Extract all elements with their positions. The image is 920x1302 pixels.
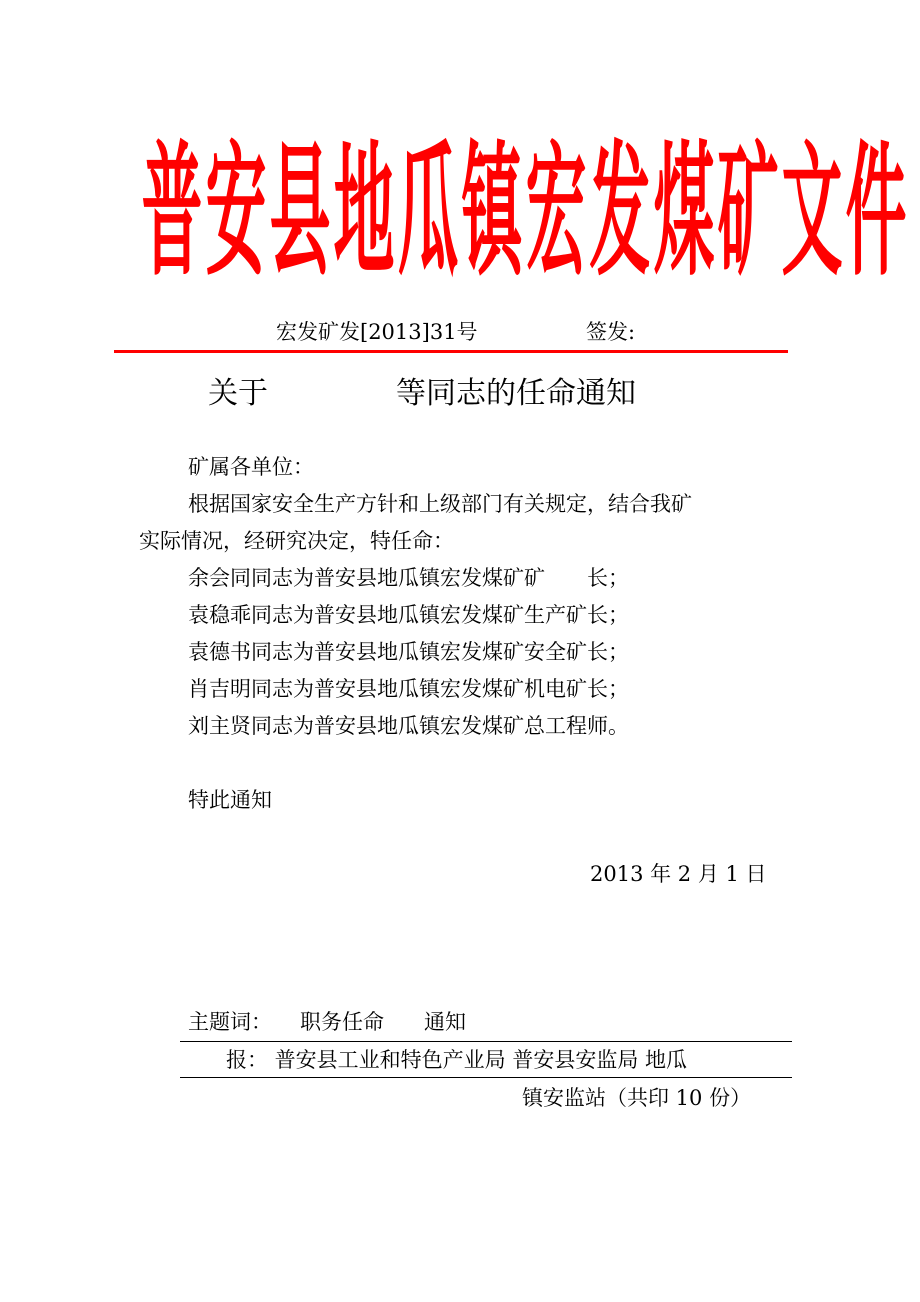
header-char: 地: [333, 130, 395, 297]
header-char: 件: [845, 130, 907, 297]
header-char: 瓜: [397, 130, 459, 297]
keyword-item: 通知: [424, 1010, 466, 1034]
document-number: 宏发矿发[2013]31号: [276, 320, 478, 344]
issue-date: 2013 年 2 月 1 日: [590, 862, 767, 886]
notice-title-suffix: 等同志的任命通知: [396, 376, 636, 411]
appointment-item: 肖吉明同志为普安县地瓜镇宏发煤矿机电矿长；: [188, 677, 629, 701]
keywords-label: 主题词：: [188, 1010, 272, 1034]
footer-divider-top: [180, 1041, 792, 1042]
signer-label: 签发:: [586, 320, 636, 344]
header-char: 县: [269, 130, 331, 297]
header-char: 文: [781, 130, 843, 297]
header-char: 宏: [525, 130, 587, 297]
appointment-item: 袁德书同志为普安县地瓜镇宏发煤矿安全矿长；: [188, 640, 629, 664]
report-recipients-line: 报： 普安县工业和特色产业局 普安县安监局 地瓜: [226, 1048, 688, 1072]
header-char: 煤: [653, 130, 715, 297]
report-recipients-line: 镇安监站（共印 10 份）: [522, 1086, 752, 1110]
document-header-title: [140, 126, 907, 301]
header-char: 矿: [717, 130, 779, 297]
header-char: 发: [589, 130, 651, 297]
keyword-item: 职务任命: [300, 1010, 384, 1034]
footer-divider-bottom: [180, 1077, 792, 1078]
header-char: 镇: [461, 130, 523, 297]
header-char: 安: [205, 130, 267, 297]
header-divider: [114, 350, 788, 353]
appointment-item: 袁稳乖同志为普安县地瓜镇宏发煤矿生产矿长；: [188, 603, 629, 627]
closing-text: 特此通知: [188, 788, 272, 812]
header-char: 普: [141, 130, 203, 297]
body-paragraph-line: 根据国家安全生产方针和上级部门有关规定，结合我矿: [188, 492, 692, 516]
appointment-item: 余会同同志为普安县地瓜镇宏发煤矿矿 长；: [188, 566, 629, 590]
salutation: 矿属各单位：: [188, 455, 314, 479]
appointment-item: 刘主贤同志为普安县地瓜镇宏发煤矿总工程师。: [188, 714, 629, 738]
notice-title-prefix: 关于: [208, 376, 268, 411]
body-paragraph-line: 实际情况，经研究决定，特任命：: [139, 529, 454, 553]
